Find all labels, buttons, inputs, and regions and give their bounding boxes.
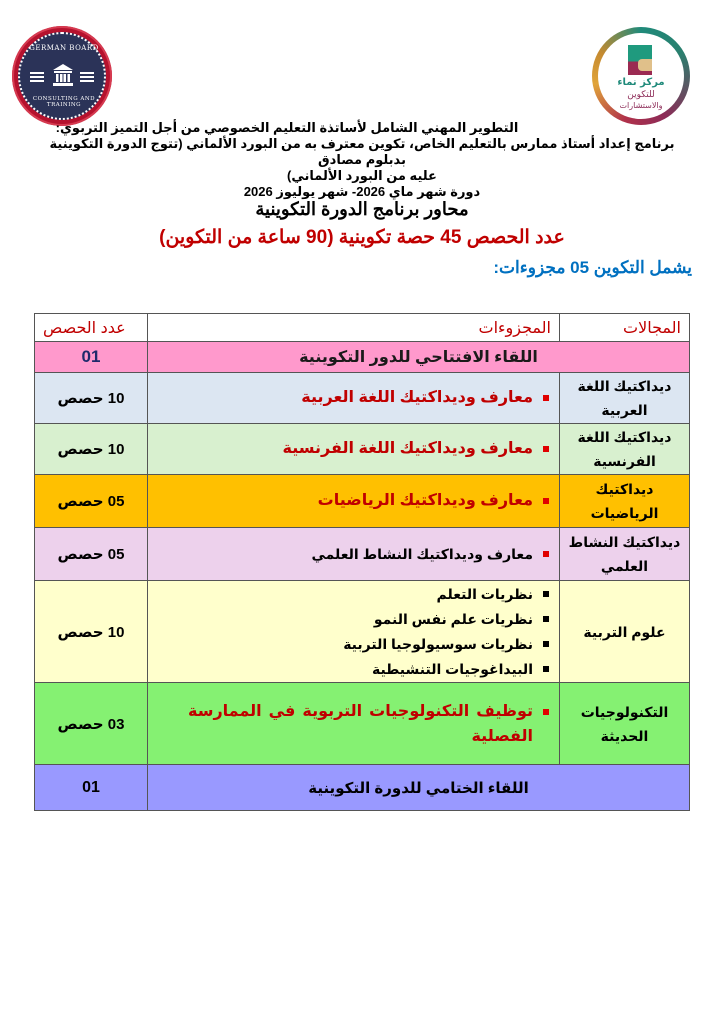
module-item: نظريات سوسيولوجيا التربية [156,632,551,657]
logo-left-bottom-text: CONSULTING AND TRAINING [32,96,96,108]
logo-stripes-icon [80,72,94,82]
header-block [30,120,694,200]
module-item: نظريات التعلم [156,582,551,607]
header-field: المجالات [560,314,690,342]
module-item: معارف وديداكتيك الرياضيات [156,490,551,512]
sessions-cell: 05 حصص [35,475,148,528]
modules-list [156,582,551,682]
modules-cell [148,373,560,424]
modules-list [188,699,551,749]
logo-right-line1: مركز نماء [617,77,665,88]
table-row [35,528,690,581]
table-row [35,373,690,424]
modules-list [156,438,551,460]
opening-label: اللقاء الافتتاحي للدور التكوينية [148,342,690,373]
field-cell: ديداكتيك النشاط العلمي [560,528,690,581]
field-cell: ديداكتيك اللغة الفرنسية [560,424,690,475]
field-cell: علوم التربية [560,581,690,683]
german-board-logo [12,26,112,126]
field-cell: ديداكتيك الرياضيات [560,475,690,528]
table-row-closing [35,765,690,811]
modules-list [156,387,551,409]
modules-list [156,490,551,512]
modules-cell [148,581,560,683]
modules-list [156,543,551,565]
logo-left-top-text: GERMAN BOARD [29,44,99,52]
table-row [35,475,690,528]
module-item: البيداغوجيات التنشيطية [156,657,551,682]
module-item: معارف وديداكتيك اللغة الفرنسية [156,438,551,460]
program-table [34,313,690,811]
sessions-summary: عدد الحصص 45 حصة تكوينية (90 ساعة من التكوين) [159,227,565,248]
header-sessions: عدد الحصص [35,314,148,342]
field-cell: ديداكتيك اللغة العربية [560,373,690,424]
sessions-cell: 03 حصص [35,683,148,765]
logo-right-line2: للتكوين [627,90,655,100]
module-item: نظريات علم نفس النمو [156,607,551,632]
modules-count-note: يشمل التكوين 05 مجزوءات: [493,258,692,277]
modules-cell [148,424,560,475]
table-row [35,683,690,765]
modules-cell [148,475,560,528]
module-item: معارف وديداكتيك اللغة العربية [156,387,551,409]
closing-label: اللقاء الختامي للدورة التكوينية [148,765,690,811]
table-header-row [35,314,690,342]
header-line-4: دورة شهر ماي 2026- شهر يوليوز 2026 [243,184,481,199]
modules-cell [148,683,560,765]
module-item: معارف وديداكتيك النشاط العلمي [156,543,551,565]
module-item: توظيف التكنولوجيات التربوية في الممارسة الفصلية [188,699,551,749]
logo-right-line3: والاستشارات [619,101,663,110]
sessions-cell: 10 حصص [35,581,148,683]
logo-stripes-icon [30,72,44,82]
header-line-3: عليه من البورد الألماني) [287,168,437,183]
opening-sessions: 01 [35,342,148,373]
sessions-cell: 10 حصص [35,424,148,475]
modules-cell [148,528,560,581]
namaa-mark-icon [628,45,652,75]
closing-sessions: 01 [35,765,148,811]
page-title: محاور برنامج الدورة التكوينية [255,199,469,219]
table-row [35,424,690,475]
header-line-2: برنامج إعداد أستاذ ممارس بالتعليم الخاص، تكوين معترف به من البورد الألماني (تتوج الدورة التكوينية بدبلوم مصادق [49,136,675,167]
sessions-cell: 05 حصص [35,528,148,581]
building-columns-icon [53,64,73,86]
table-row-opening [35,342,690,373]
namaa-center-logo [592,27,690,125]
table-row [35,581,690,683]
header-line-1: التطوير المهني الشامل لأساتذة التعليم الخصوصي من أجل التميز التربوي: [55,120,519,135]
field-cell: التكنولوجيات الحديثة [560,683,690,765]
header-modules: المجزوءات [148,314,560,342]
sessions-cell: 10 حصص [35,373,148,424]
